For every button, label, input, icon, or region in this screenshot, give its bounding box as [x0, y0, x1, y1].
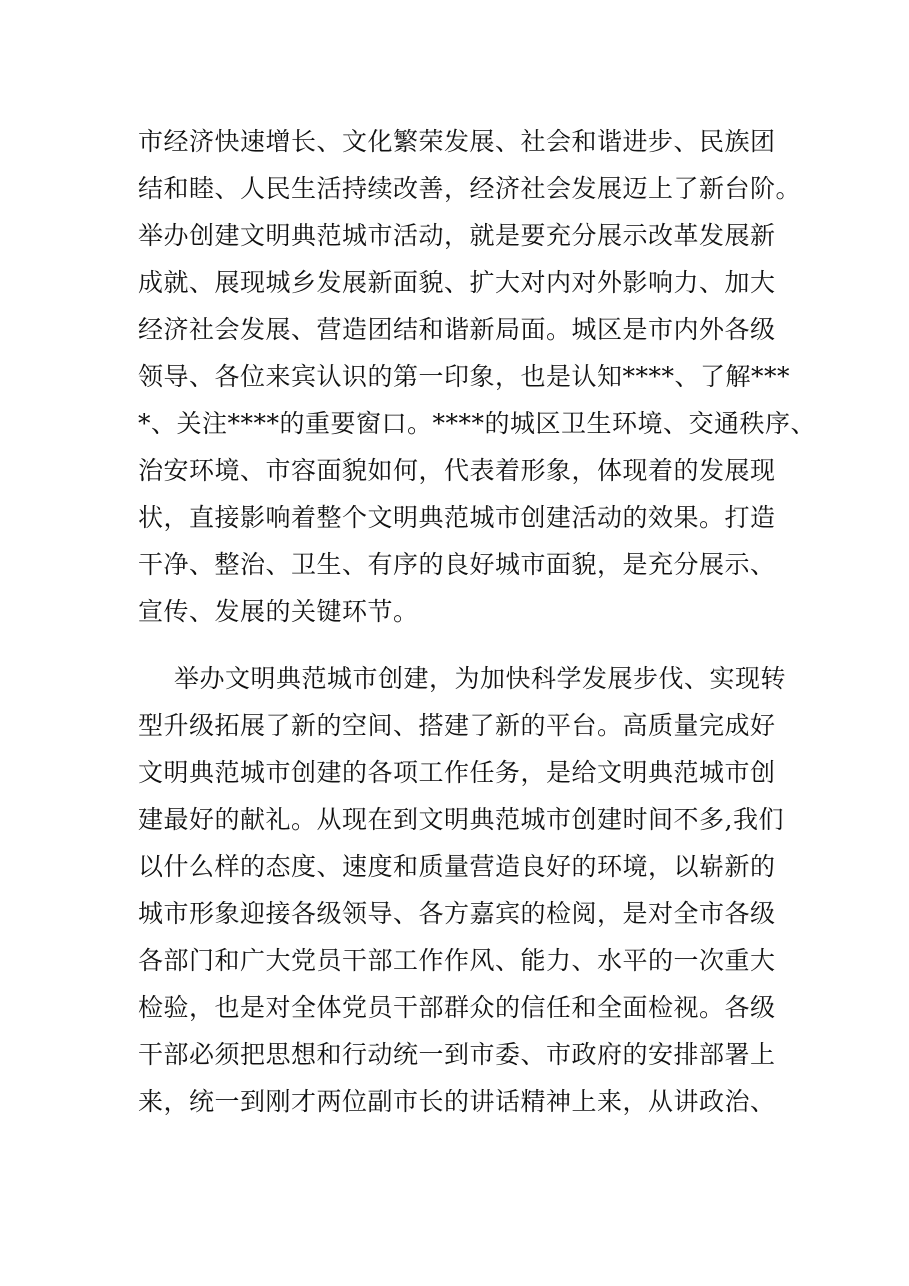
text-line: 状，直接影响着整个文明典范城市创建活动的效果。打造 [138, 503, 776, 532]
text-line: 市经济快速增长、文化繁荣发展、社会和谐进步、民族团 [138, 127, 776, 156]
text-line: 干净、整治、卫生、有序的良好城市面貌，是充分展示、 [138, 550, 776, 579]
text-line: 治安环境、市容面貌如何，代表着形象，体现着的发展现 [138, 456, 776, 485]
text-line: 干部必须把思想和行动统一到市委、市政府的安排部署上 [138, 1040, 776, 1069]
text-line: 建最好的献礼。从现在到文明典范城市创建时间不多,我们 [138, 805, 784, 834]
text-line: 检验，也是对全体党员干部群众的信任和全面检视。各级 [138, 993, 776, 1022]
text-line: 型升级拓展了新的空间、搭建了新的平台。高质量完成好 [138, 711, 776, 740]
text-line: 领导、各位来宾认识的第一印象，也是认知****、了解*** [138, 362, 791, 391]
text-line: 宣传、发展的关键环节。 [138, 597, 419, 626]
text-line: 城市形象迎接各级领导、各方嘉宾的检阅，是对全市各级 [138, 899, 776, 928]
text-line: 来，统一到刚才两位副市长的讲话精神上来，从讲政治、 [138, 1087, 776, 1116]
text-line: *、关注****的重要窗口。****的城区卫生环境、交通秩序、 [138, 409, 817, 438]
text-line: 经济社会发展、营造团结和谐新局面。城区是市内外各级 [138, 315, 776, 344]
text-line: 各部门和广大党员干部工作作风、能力、水平的一次重大 [138, 946, 776, 975]
text-line: 举办文明典范城市创建，为加快科学发展步伐、实现转 [174, 664, 787, 693]
text-line: 成就、展现城乡发展新面貌、扩大对内对外影响力、加大 [138, 268, 776, 297]
text-line: 以什么样的态度、速度和质量营造良好的环境，以崭新的 [138, 852, 776, 881]
text-line: 举办创建文明典范城市活动，就是要充分展示改革发展新 [138, 221, 776, 250]
text-line: 文明典范城市创建的各项工作任务，是给文明典范城市创 [138, 758, 776, 787]
text-line: 结和睦、人民生活持续改善，经济社会发展迈上了新台阶。 [138, 174, 802, 203]
